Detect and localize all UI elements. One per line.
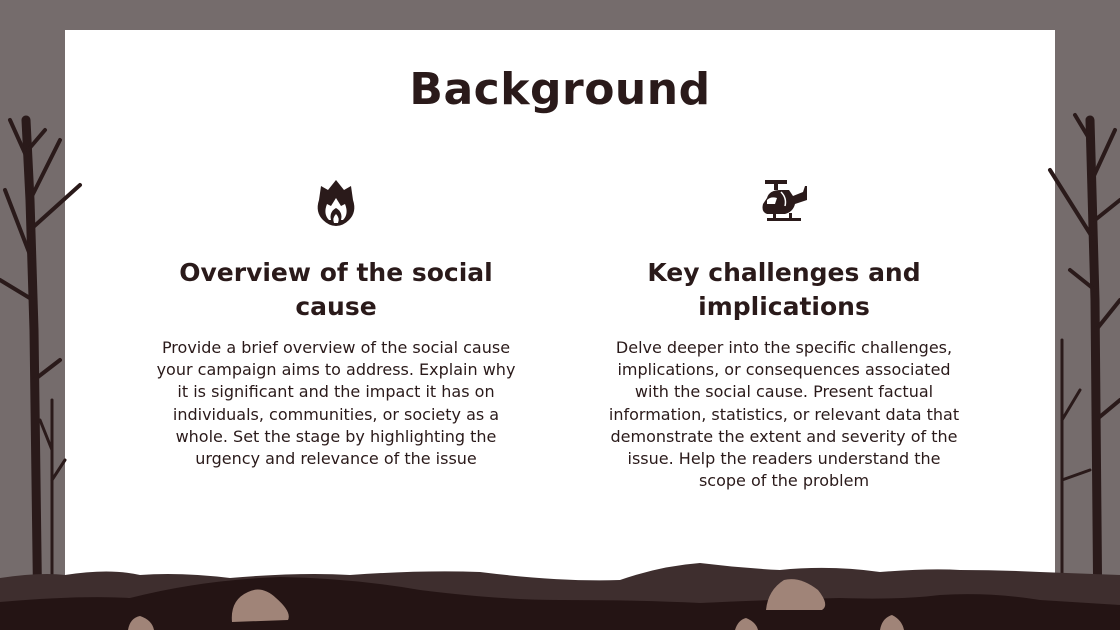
fire-icon <box>311 178 361 228</box>
overview-body: Provide a brief overview of the social cause your campaign aims to address. Explain why it is significant and the impact it has on individuals, communities, or society as a whole. Set the stage by highlighting the urgency and relevance of the issue <box>156 338 516 469</box>
left-tree <box>0 120 80 630</box>
helicopter-icon <box>759 178 809 228</box>
overview-heading: Overview of the social cause <box>179 258 493 321</box>
right-tree <box>1050 115 1120 630</box>
challenges-body: Delve deeper into the specific challenges, implications, or consequences associated with the social cause. Present factual information, statistics, or relevant data that demonstrate the extent and severity of the issue. Help the readers understand the scope of the problem <box>608 338 960 491</box>
challenges-heading: Key challenges and implications <box>647 258 921 321</box>
slide-title: Background <box>409 64 711 115</box>
